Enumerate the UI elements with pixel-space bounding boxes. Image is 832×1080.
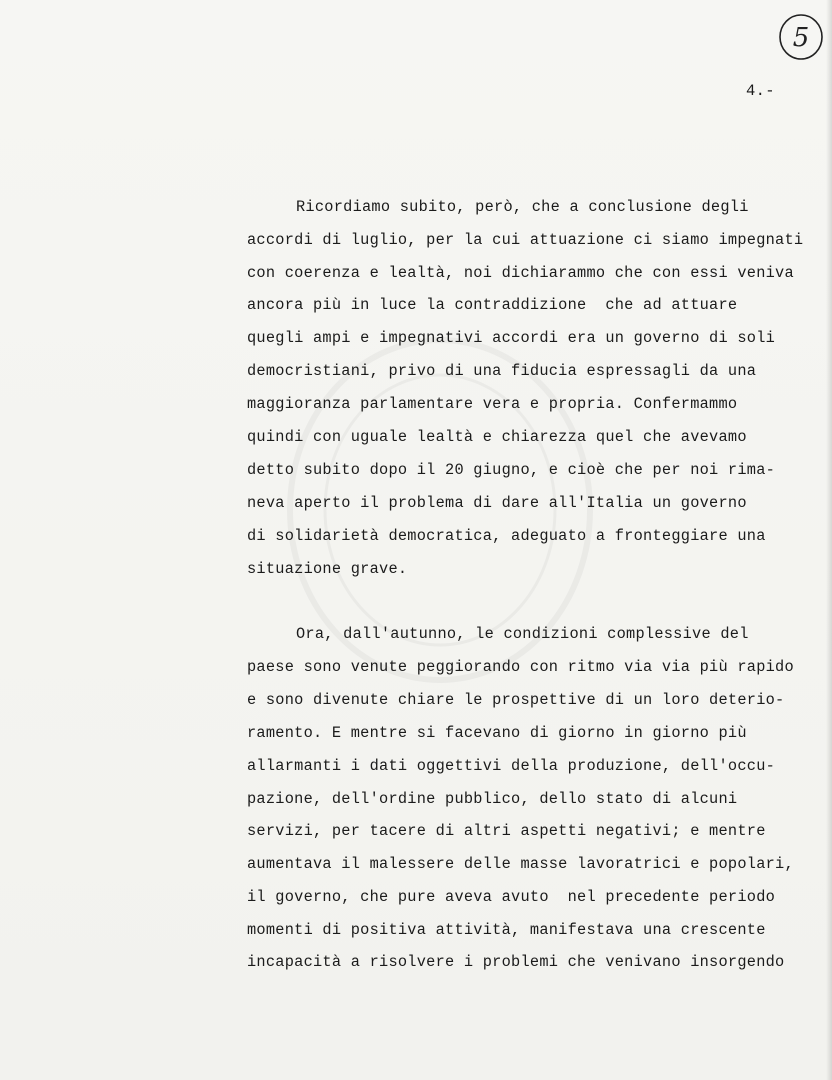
text-line: incapacità a risolvere i problemi che venivano insorgendo — [247, 953, 785, 971]
text-line: allarmanti i dati oggettivi della produzione, dell'occu- — [247, 757, 776, 775]
text-line: accordi di luglio, per la cui attuazione ci siamo impegnati — [247, 231, 804, 249]
text-line: aumentava il malessere delle masse lavoratrici e popolari, — [247, 855, 794, 873]
folio-circle-mark — [777, 10, 825, 62]
text-line: ancora più in luce la contraddizione che ad attuare — [247, 296, 738, 314]
text-line: momenti di positiva attività, manifestava una crescente — [247, 921, 766, 939]
text-line: il governo, che pure aveva avuto nel precedente periodo — [247, 888, 776, 906]
text-line: ramento. E mentre si facevano di giorno in giorno più — [247, 724, 747, 742]
text-line: Ricordiamo subito, però, che a conclusione degli — [296, 198, 749, 216]
text-line: con coerenza e lealtà, noi dichiarammo che con essi veniva — [247, 264, 794, 282]
text-line: pazione, dell'ordine pubblico, dello stato di alcuni — [247, 790, 738, 808]
text-line: maggioranza parlamentare vera e propria. Confermammo — [247, 395, 738, 413]
folio-number: 5 — [792, 23, 810, 53]
text-line: neva aperto il problema di dare all'Italia un governo — [247, 494, 747, 512]
text-line: di solidarietà democratica, adeguato a fronteggiare una — [247, 527, 766, 545]
text-line: situazione grave. — [247, 560, 408, 578]
page-number: 4.- — [746, 82, 775, 100]
text-line: quegli ampi e impegnativi accordi era un governo di soli — [247, 329, 776, 347]
text-line: democristiani, privo di una fiducia espressagli da una — [247, 362, 757, 380]
text-line: quindi con uguale lealtà e chiarezza quel che avevamo — [247, 428, 747, 446]
text-line: detto subito dopo il 20 giugno, e cioè che per noi rima- — [247, 461, 776, 479]
page-edge-shadow — [826, 0, 832, 1080]
text-line: e sono divenute chiare le prospettive di un loro deterio- — [247, 691, 785, 709]
text-line: Ora, dall'autunno, le condizioni complessive del — [296, 625, 749, 643]
text-line: paese sono venute peggiorando con ritmo via via più rapido — [247, 658, 794, 676]
text-line: servizi, per tacere di altri aspetti negativi; e mentre — [247, 822, 766, 840]
